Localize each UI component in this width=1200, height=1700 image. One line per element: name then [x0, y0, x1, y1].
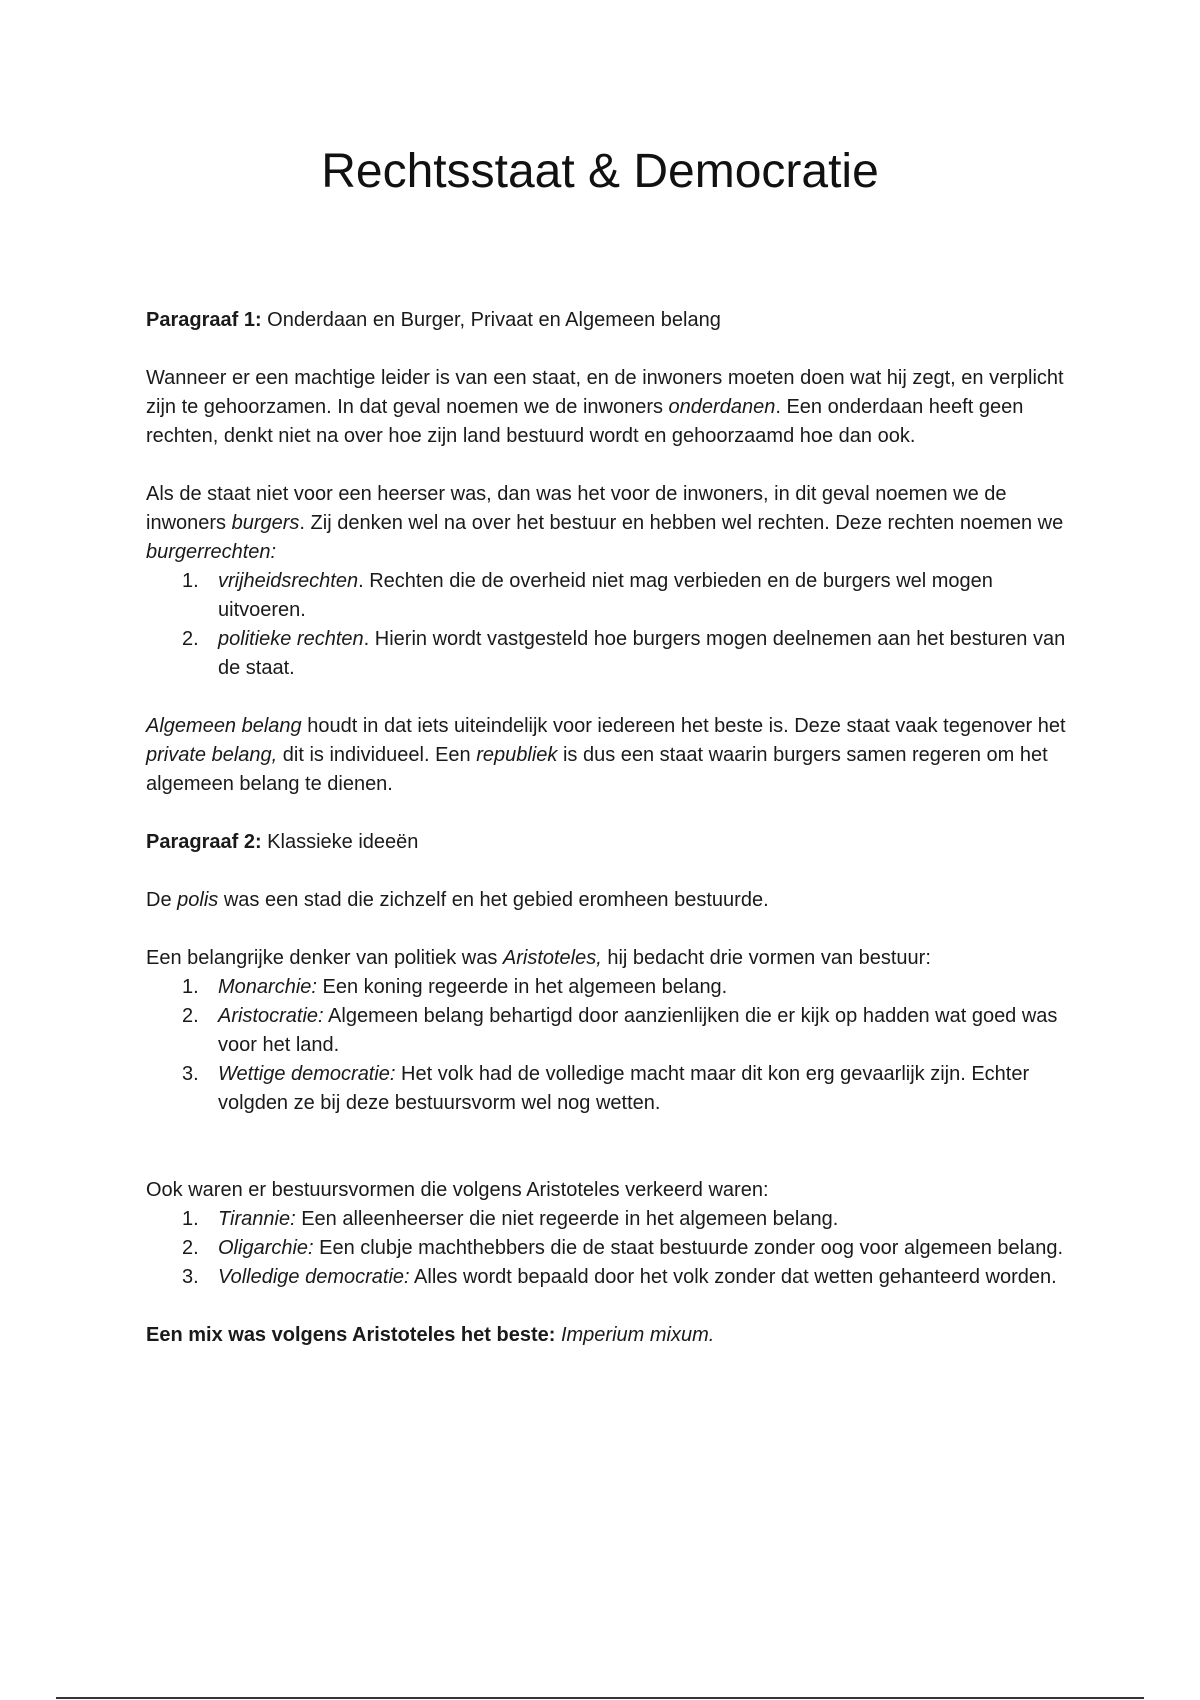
list-item: [146, 1060, 1066, 1118]
list-number: 2.: [182, 628, 199, 650]
page-title: Rechtsstaat & Democratie: [321, 145, 879, 198]
good-forms-list: [146, 973, 1066, 1118]
list-number: 3.: [182, 1063, 199, 1085]
section-heading-label: Paragraaf 2:: [146, 831, 262, 853]
list-item: [146, 625, 1066, 683]
list-term: Volledige democratie:: [218, 1266, 410, 1288]
term-private-belang: private belang,: [146, 744, 278, 766]
section-heading-text: Onderdaan en Burger, Privaat en Algemeen belang: [261, 309, 721, 331]
list-number: 1.: [182, 570, 199, 592]
footer-divider: [56, 1697, 1144, 1699]
list-term: politieke rechten: [218, 628, 364, 650]
term-imperium-mixum: Imperium mixum.: [555, 1324, 715, 1346]
term-polis: polis: [177, 889, 219, 911]
term-algemeen-belang: Algemeen belang: [146, 715, 302, 737]
term-republiek: republiek: [476, 744, 558, 766]
list-item: [146, 973, 1066, 1002]
section-heading-text: Klassieke ideeën: [261, 831, 419, 853]
text-span: hij bedacht drie vormen van bestuur:: [601, 947, 931, 969]
list-number: 1.: [182, 1208, 199, 1230]
text-span: is dus een staat waarin burgers samen regeren om het algemeen belang te dienen.: [146, 744, 1048, 795]
section-heading-1: [146, 306, 1066, 335]
term-onderdanen: onderdanen: [668, 396, 776, 418]
rights-list: [146, 567, 1066, 683]
term-burgerrechten: burgerrechten:: [146, 541, 277, 563]
list-term: Tirannie:: [218, 1208, 296, 1230]
text-span: De: [146, 889, 178, 911]
list-text: Een alleenheerser die niet regeerde in het algemeen belang.: [295, 1208, 839, 1230]
text-span: . Zij denken wel na over het bestuur en hebben wel rechten. Deze rechten noemen we: [299, 512, 1064, 534]
paragraph-verkeerde-vormen: Ook waren er bestuursvormen die volgens Aristoteles verkeerd waren:: [146, 1179, 769, 1201]
list-item: [146, 1205, 1066, 1234]
paragraph-algemeen-belang: [146, 712, 1066, 799]
list-term: Wettige democratie:: [218, 1063, 396, 1085]
text-span: dit is individueel. Een: [277, 744, 477, 766]
list-text: Een koning regeerde in het algemeen belang.: [316, 976, 728, 998]
paragraph-conclusion: [146, 1321, 1066, 1350]
list-item: [146, 567, 1066, 625]
list-text: Algemeen belang behartigd door aanzienlijken die er kijk op hadden wat goed was voor het land.: [218, 1005, 1058, 1056]
list-term: vrijheidsrechten: [218, 570, 359, 592]
text-span: houdt in dat iets uiteindelijk voor iedereen het beste is. Deze staat vaak tegenover het: [301, 715, 1066, 737]
conclusion-bold: Een mix was volgens Aristoteles het beste:: [146, 1324, 556, 1346]
term-burgers: burgers: [231, 512, 300, 534]
list-item: [146, 1263, 1066, 1292]
text-span: . Een onderdaan heeft geen rechten, denkt niet na over hoe zijn land bestuurd wordt en gehoorzaamd hoe dan ook.: [146, 396, 1024, 447]
text-span: Als de staat niet voor een heerser was, dan was het voor de inwoners, in dit geval noemen we de inwoners: [146, 483, 1007, 534]
list-text: . Rechten die de overheid niet mag verbieden en de burgers wel mogen uitvoeren.: [218, 570, 993, 621]
list-item: [146, 1234, 1066, 1263]
list-text: Alles wordt bepaald door het volk zonder dat wetten gehanteerd worden.: [409, 1266, 1057, 1288]
document-body: [146, 306, 1066, 1350]
section-heading-label: Paragraaf 1:: [146, 309, 262, 331]
section-heading-2: [146, 828, 1066, 857]
list-text: . Hierin wordt vastgesteld hoe burgers mogen deelnemen aan het besturen van de staat.: [218, 628, 1066, 679]
list-term: Oligarchie:: [218, 1237, 314, 1259]
paragraph-burgers: [146, 480, 1066, 567]
text-span: was een stad die zichzelf en het gebied eromheen bestuurde.: [218, 889, 769, 911]
paragraph-onderdanen: [146, 364, 1066, 451]
text-span: Wanneer er een machtige leider is van een staat, en de inwoners moeten doen wat hij zegt, en verplicht zijn te gehoorzamen. In dat geval noemen we de inwoners: [146, 367, 1064, 418]
term-aristoteles: Aristoteles,: [502, 947, 602, 969]
list-number: 1.: [182, 976, 199, 998]
list-text: Een clubje machthebbers die de staat bestuurde zonder oog voor algemeen belang.: [313, 1237, 1064, 1259]
list-text: Het volk had de volledige macht maar dit kon erg gevaarlijk zijn. Echter volgden ze bij deze bestuursvorm wel nog wetten.: [218, 1063, 1030, 1114]
list-term: Monarchie:: [218, 976, 317, 998]
text-span: Een belangrijke denker van politiek was: [146, 947, 503, 969]
list-number: 2.: [182, 1005, 199, 1027]
list-term: Aristocratie:: [218, 1005, 324, 1027]
paragraph-polis: [146, 886, 1066, 915]
paragraph-aristoteles: [146, 944, 1066, 973]
bad-forms-list: [146, 1205, 1066, 1292]
list-number: 2.: [182, 1237, 199, 1259]
list-item: [146, 1002, 1066, 1060]
list-number: 3.: [182, 1266, 199, 1288]
